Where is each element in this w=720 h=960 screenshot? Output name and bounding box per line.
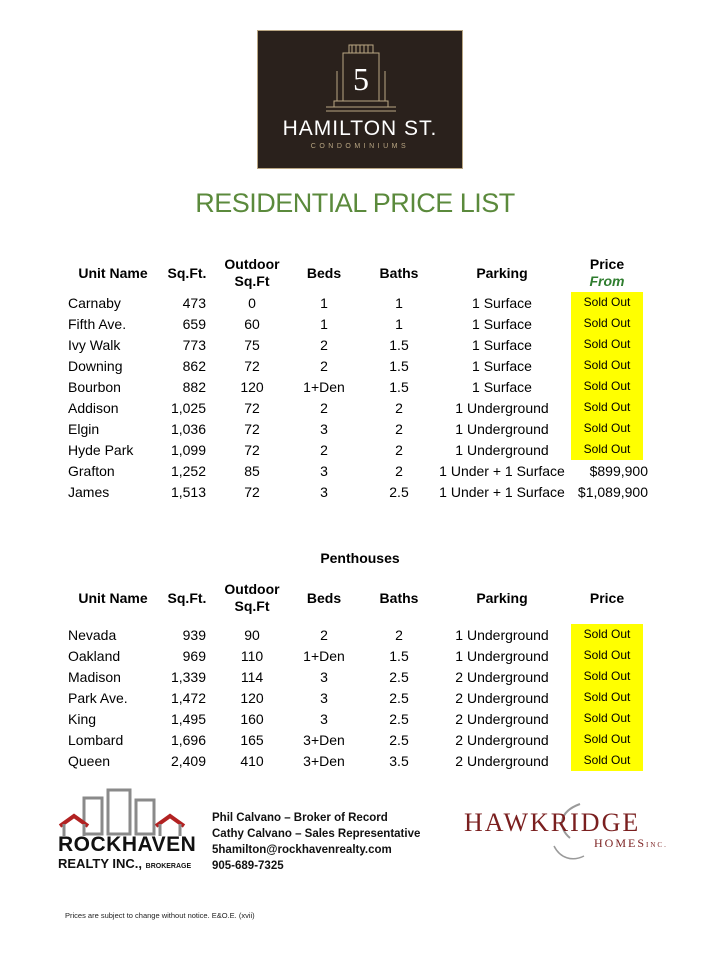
parking-cell: 1 Under + 1 Surface bbox=[439, 483, 565, 500]
beds-cell: 2 bbox=[320, 626, 328, 643]
baths-cell: 2.5 bbox=[389, 710, 409, 727]
outdoor-cell: 72 bbox=[244, 441, 260, 458]
beds-cell: 2 bbox=[320, 441, 328, 458]
price-cell bbox=[566, 439, 648, 460]
table-row bbox=[68, 729, 648, 750]
parking-cell: 1 Underground bbox=[455, 441, 549, 458]
sqft-cell: 1,472 bbox=[170, 689, 206, 706]
sqft-cell: 862 bbox=[182, 357, 206, 374]
sold-out-badge: Sold Out bbox=[571, 418, 643, 439]
table-row bbox=[68, 313, 648, 334]
sqft-cell: 1,513 bbox=[170, 483, 206, 500]
sold-out-badge: Sold Out bbox=[571, 376, 643, 397]
sold-out-badge: Sold Out bbox=[571, 750, 643, 771]
baths-cell: 3.5 bbox=[389, 752, 409, 769]
outdoor-cell: 72 bbox=[244, 357, 260, 374]
col-parking: Parking bbox=[476, 589, 528, 606]
col-unit-name: Unit Name bbox=[78, 589, 148, 606]
unit-name-cell: Addison bbox=[68, 399, 119, 416]
parking-cell: 1 Underground bbox=[455, 647, 549, 664]
sold-out-badge: Sold Out bbox=[571, 439, 643, 460]
parking-cell: 1 Under + 1 Surface bbox=[439, 462, 565, 479]
baths-cell: 1.5 bbox=[389, 357, 409, 374]
beds-cell: 1 bbox=[320, 294, 328, 311]
unit-name-cell: Bourbon bbox=[68, 378, 121, 395]
parking-cell: 1 Surface bbox=[472, 315, 532, 332]
unit-name-cell: Oakland bbox=[68, 647, 121, 664]
baths-cell: 2.5 bbox=[389, 668, 409, 685]
beds-cell: 3 bbox=[320, 668, 328, 685]
parking-cell: 2 Underground bbox=[455, 689, 549, 706]
sqft-cell: 939 bbox=[182, 626, 206, 643]
col-beds: Beds bbox=[306, 264, 342, 281]
outdoor-cell: 72 bbox=[244, 483, 260, 500]
sqft-cell: 1,099 bbox=[170, 441, 206, 458]
col-parking: Parking bbox=[476, 264, 528, 281]
unit-name-cell: Madison bbox=[68, 668, 121, 685]
penthouse-price-table bbox=[68, 578, 648, 771]
rockhaven-buildings-icon bbox=[56, 788, 204, 838]
col-baths: Baths bbox=[379, 589, 419, 606]
sold-out-badge: Sold Out bbox=[571, 687, 643, 708]
price-cell bbox=[566, 313, 648, 334]
beds-cell: 3+Den bbox=[303, 752, 345, 769]
sold-out-badge: Sold Out bbox=[571, 624, 643, 645]
baths-cell: 1 bbox=[395, 315, 403, 332]
sqft-cell: 969 bbox=[182, 647, 206, 664]
col-outdoor-line1: Outdoor bbox=[224, 256, 280, 272]
unit-name-cell: Queen bbox=[68, 752, 111, 769]
table-row bbox=[68, 708, 648, 729]
sqft-cell: 1,339 bbox=[170, 668, 206, 685]
baths-cell: 2 bbox=[395, 399, 403, 416]
contact-sales: Cathy Calvano – Sales Representative bbox=[212, 828, 421, 840]
table-row bbox=[68, 418, 648, 439]
sqft-cell: 1,025 bbox=[170, 399, 206, 416]
price-cell bbox=[566, 645, 648, 666]
col-unit-name: Unit Name bbox=[78, 264, 148, 281]
unit-name-cell: Ivy Walk bbox=[68, 336, 121, 353]
table-row bbox=[68, 645, 648, 666]
page-title: RESIDENTIAL PRICE LIST bbox=[195, 188, 515, 218]
beds-cell: 1+Den bbox=[303, 378, 345, 395]
unit-name-cell: Elgin bbox=[68, 420, 100, 437]
price-cell bbox=[566, 624, 648, 645]
table-row bbox=[68, 334, 648, 355]
price-cell bbox=[566, 750, 648, 771]
table-row bbox=[68, 750, 648, 771]
sold-out-badge: Sold Out bbox=[571, 397, 643, 418]
baths-cell: 2 bbox=[395, 626, 403, 643]
parking-cell: 1 Surface bbox=[472, 378, 532, 395]
penthouses-title: Penthouses bbox=[320, 550, 400, 566]
unit-name-cell: James bbox=[68, 483, 110, 500]
price-cell bbox=[566, 418, 648, 439]
beds-cell: 3 bbox=[320, 462, 328, 479]
sqft-cell: 1,252 bbox=[170, 462, 206, 479]
outdoor-cell: 72 bbox=[244, 399, 260, 416]
unit-name-cell: Fifth Ave. bbox=[68, 315, 127, 332]
parking-cell: 2 Underground bbox=[455, 731, 549, 748]
unit-name-cell: Grafton bbox=[68, 462, 115, 479]
sold-out-badge: Sold Out bbox=[571, 645, 643, 666]
outdoor-cell: 0 bbox=[248, 294, 256, 311]
outdoor-cell: 410 bbox=[240, 752, 264, 769]
parking-cell: 2 Underground bbox=[455, 752, 549, 769]
table-row bbox=[68, 666, 648, 687]
parking-cell: 2 Underground bbox=[455, 668, 549, 685]
beds-cell: 3+Den bbox=[303, 731, 345, 748]
sqft-cell: 659 bbox=[182, 315, 206, 332]
sqft-cell: 2,409 bbox=[170, 752, 206, 769]
outdoor-cell: 120 bbox=[240, 378, 264, 395]
price-cell bbox=[566, 687, 648, 708]
baths-cell: 2 bbox=[395, 462, 403, 479]
baths-cell: 2.5 bbox=[389, 689, 409, 706]
logo-numeral: 5 bbox=[353, 61, 369, 97]
contact-phone[interactable]: 905-689-7325 bbox=[212, 860, 284, 872]
sold-out-badge: Sold Out bbox=[571, 292, 643, 313]
hamilton-st-logo bbox=[257, 30, 463, 169]
price-cell bbox=[566, 729, 648, 750]
sqft-cell: 882 bbox=[182, 378, 206, 395]
sold-out-badge: Sold Out bbox=[571, 355, 643, 376]
beds-cell: 2 bbox=[320, 357, 328, 374]
residential-price-table bbox=[68, 254, 648, 502]
sold-out-badge: Sold Out bbox=[571, 666, 643, 687]
price-cell bbox=[566, 376, 648, 397]
col-outdoor-line2: Sq.Ft bbox=[234, 598, 270, 614]
col-price-from: From bbox=[589, 273, 625, 289]
outdoor-cell: 165 bbox=[240, 731, 264, 748]
table-row bbox=[68, 355, 648, 376]
price-cell bbox=[566, 666, 648, 687]
col-sqft: Sq.Ft. bbox=[167, 589, 207, 606]
unit-name-cell: Park Ave. bbox=[68, 689, 128, 706]
table-row bbox=[68, 292, 648, 313]
baths-cell: 2 bbox=[395, 420, 403, 437]
beds-cell: 3 bbox=[320, 710, 328, 727]
beds-cell: 2 bbox=[320, 399, 328, 416]
baths-cell: 2 bbox=[395, 441, 403, 458]
col-price: Price bbox=[589, 589, 625, 606]
table-row bbox=[68, 481, 648, 502]
price-cell bbox=[566, 355, 648, 376]
beds-cell: 3 bbox=[320, 420, 328, 437]
logo-title: HAMILTON ST. bbox=[282, 117, 438, 140]
outdoor-cell: 114 bbox=[240, 668, 264, 685]
baths-cell: 1.5 bbox=[389, 647, 409, 664]
sqft-cell: 1,696 bbox=[170, 731, 206, 748]
outdoor-cell: 90 bbox=[244, 626, 260, 643]
sold-out-badge: Sold Out bbox=[571, 313, 643, 334]
parking-cell: 1 Surface bbox=[472, 357, 532, 374]
table-row bbox=[68, 624, 648, 645]
contact-broker: Phil Calvano – Broker of Record bbox=[212, 812, 388, 824]
table-row bbox=[68, 460, 648, 481]
baths-cell: 1.5 bbox=[389, 378, 409, 395]
rockhaven-logo bbox=[56, 788, 204, 872]
beds-cell: 2 bbox=[320, 336, 328, 353]
logo-subtitle: CONDOMINIUMS bbox=[310, 143, 410, 150]
outdoor-cell: 85 bbox=[244, 462, 260, 479]
baths-cell: 1 bbox=[395, 294, 403, 311]
sold-out-badge: Sold Out bbox=[571, 729, 643, 750]
outdoor-cell: 110 bbox=[240, 647, 264, 664]
parking-cell: 1 Underground bbox=[455, 626, 549, 643]
price-cell bbox=[566, 334, 648, 355]
contact-block bbox=[212, 810, 420, 874]
col-outdoor-line2: Sq.Ft bbox=[234, 273, 270, 289]
parking-cell: 1 Underground bbox=[455, 420, 549, 437]
parking-cell: 1 Surface bbox=[472, 294, 532, 311]
price-cell bbox=[566, 397, 648, 418]
price-cell bbox=[566, 708, 648, 729]
outdoor-cell: 120 bbox=[240, 689, 264, 706]
outdoor-cell: 160 bbox=[240, 710, 264, 727]
hawkridge-logo bbox=[462, 798, 672, 868]
table-row bbox=[68, 376, 648, 397]
hawkridge-sub: HOMESINC. bbox=[594, 836, 668, 850]
col-outdoor-line1: Outdoor bbox=[224, 581, 280, 597]
table-row bbox=[68, 439, 648, 460]
table-row bbox=[68, 397, 648, 418]
sold-out-badge: Sold Out bbox=[571, 708, 643, 729]
unit-name-cell: Nevada bbox=[68, 626, 117, 643]
table-row bbox=[68, 687, 648, 708]
sold-out-badge: Sold Out bbox=[571, 334, 643, 355]
price-cell: $1,089,900 bbox=[577, 483, 648, 500]
baths-cell: 1.5 bbox=[389, 336, 409, 353]
unit-name-cell: Lombard bbox=[68, 731, 124, 748]
outdoor-cell: 75 bbox=[244, 336, 260, 353]
parking-cell: 1 Underground bbox=[455, 399, 549, 416]
beds-cell: 1+Den bbox=[303, 647, 345, 664]
unit-name-cell: Hyde Park bbox=[68, 441, 134, 458]
sqft-cell: 1,495 bbox=[170, 710, 206, 727]
unit-name-cell: King bbox=[68, 710, 97, 727]
outdoor-cell: 60 bbox=[244, 315, 260, 332]
parking-cell: 1 Surface bbox=[472, 336, 532, 353]
col-outdoor bbox=[216, 254, 288, 292]
col-baths: Baths bbox=[379, 264, 419, 281]
parking-cell: 2 Underground bbox=[455, 710, 549, 727]
unit-name-cell: Downing bbox=[68, 357, 123, 374]
rockhaven-sub: REALTY INC., BROKERAGE bbox=[58, 856, 192, 871]
col-price bbox=[566, 254, 648, 292]
outdoor-cell: 72 bbox=[244, 420, 260, 437]
disclaimer: Prices are subject to change without notice. E&O.E. (xvii) bbox=[65, 911, 255, 920]
col-sqft: Sq.Ft. bbox=[167, 264, 207, 281]
baths-cell: 2.5 bbox=[389, 483, 409, 500]
price-cell bbox=[566, 292, 648, 313]
price-cell: $899,900 bbox=[589, 462, 648, 479]
beds-cell: 1 bbox=[320, 315, 328, 332]
baths-cell: 2.5 bbox=[389, 731, 409, 748]
hawkridge-name: HAWKRIDGE bbox=[464, 808, 641, 837]
sqft-cell: 473 bbox=[182, 294, 206, 311]
col-outdoor bbox=[216, 578, 288, 618]
col-beds: Beds bbox=[306, 589, 342, 606]
col-price-label: Price bbox=[589, 256, 625, 272]
rockhaven-name: ROCKHAVEN bbox=[58, 833, 197, 856]
sqft-cell: 1,036 bbox=[170, 420, 206, 437]
beds-cell: 3 bbox=[320, 689, 328, 706]
beds-cell: 3 bbox=[320, 483, 328, 500]
contact-email[interactable]: 5hamilton@rockhavenrealty.com bbox=[212, 844, 392, 856]
sqft-cell: 773 bbox=[182, 336, 206, 353]
unit-name-cell: Carnaby bbox=[68, 294, 121, 311]
